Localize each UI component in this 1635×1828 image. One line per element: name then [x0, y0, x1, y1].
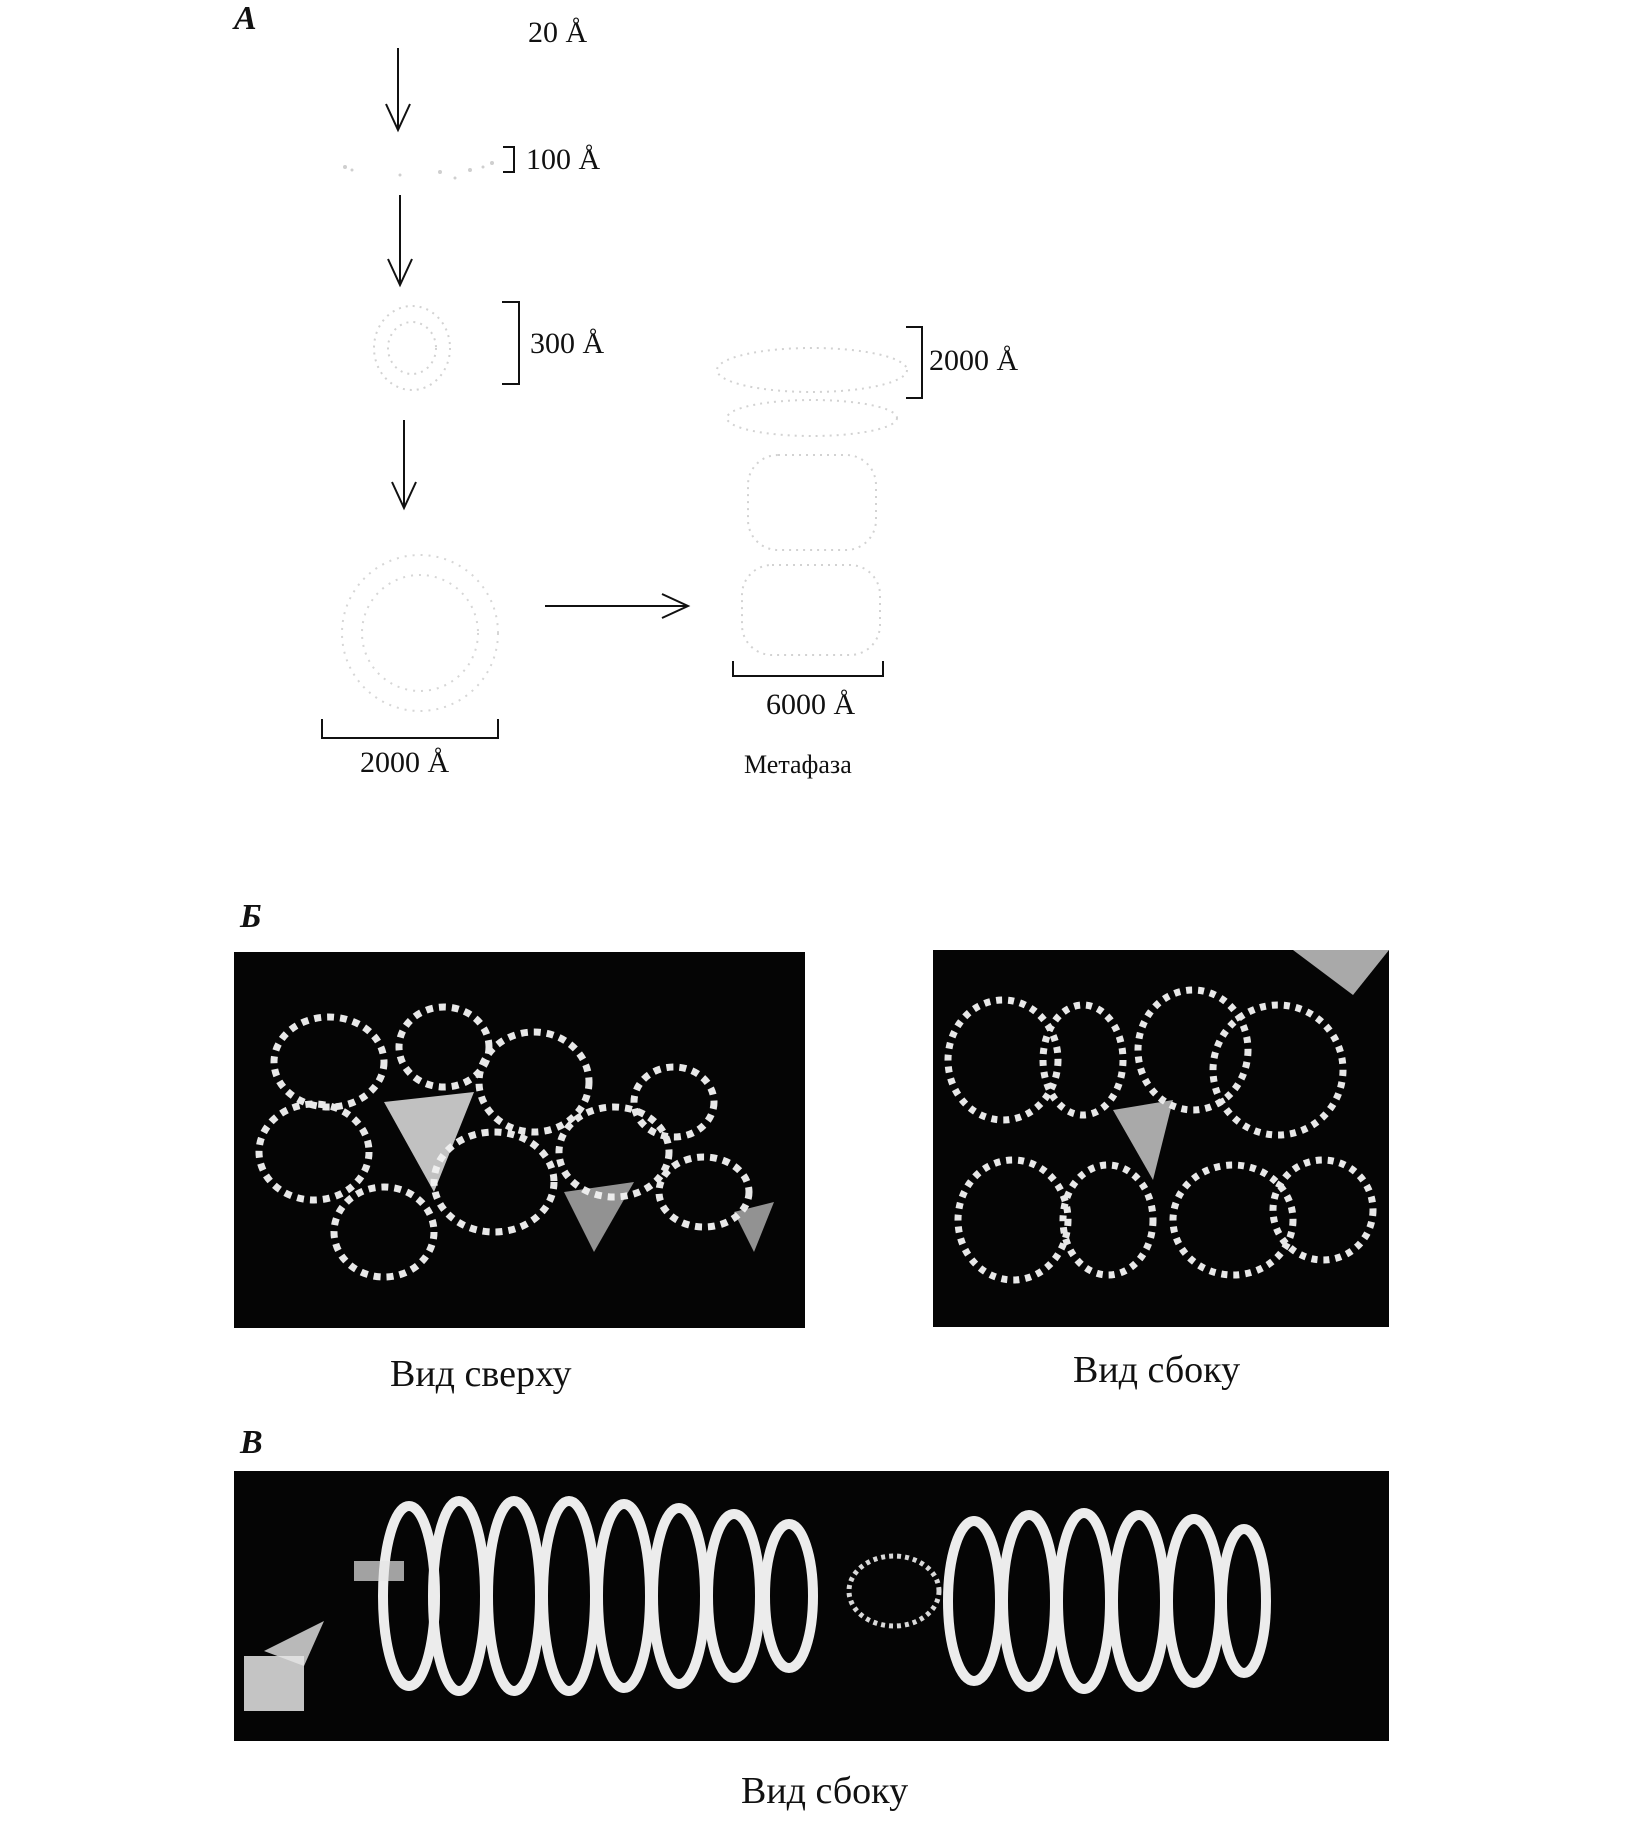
label-dna-20a: 20 Å — [528, 16, 588, 49]
bracket-2000a-rosette — [322, 719, 498, 738]
chromosome-model-side-view-photo — [933, 950, 1389, 1327]
label-fiber-100a: 100 Å — [526, 143, 601, 176]
top-view-coils — [234, 952, 805, 1328]
bracket-6000a — [733, 661, 883, 676]
nucleosome-fiber-sketch — [343, 161, 494, 180]
bracket-300a — [502, 302, 519, 384]
label-loop-2000a: 2000 Å — [929, 344, 1019, 377]
caption-side-view-c: Вид сбоку — [741, 1770, 909, 1812]
panel-b-letter: Б — [240, 898, 262, 935]
chromatid-sketch — [717, 348, 907, 655]
panel-c-letter: В — [240, 1424, 263, 1461]
chromatid-coils — [234, 1471, 1389, 1741]
chromatid-model-side-view-photo — [234, 1471, 1389, 1741]
bracket-2000a-loop — [906, 327, 922, 398]
bracket-100a — [503, 147, 514, 172]
panel-a-diagram — [0, 0, 1635, 880]
label-chromatid-6000a: 6000 Å — [766, 688, 856, 721]
caption-side-view-b: Вид сбоку — [1073, 1349, 1241, 1391]
caption-top-view: Вид сверху — [390, 1353, 572, 1395]
solenoid-sketch — [374, 306, 450, 390]
arrow-down-3 — [392, 420, 416, 508]
rosette-sketch — [342, 555, 498, 711]
arrow-right — [545, 594, 688, 618]
panel-a-letter: А — [234, 0, 257, 37]
arrow-down-1 — [386, 48, 410, 130]
side-view-coils — [933, 950, 1389, 1327]
label-solenoid-300a: 300 Å — [530, 327, 605, 360]
label-metaphase: Метафаза — [744, 750, 852, 779]
chromosome-model-top-view-photo — [234, 952, 805, 1328]
label-rosette-2000a: 2000 Å — [360, 746, 450, 779]
arrow-down-2 — [388, 195, 412, 285]
